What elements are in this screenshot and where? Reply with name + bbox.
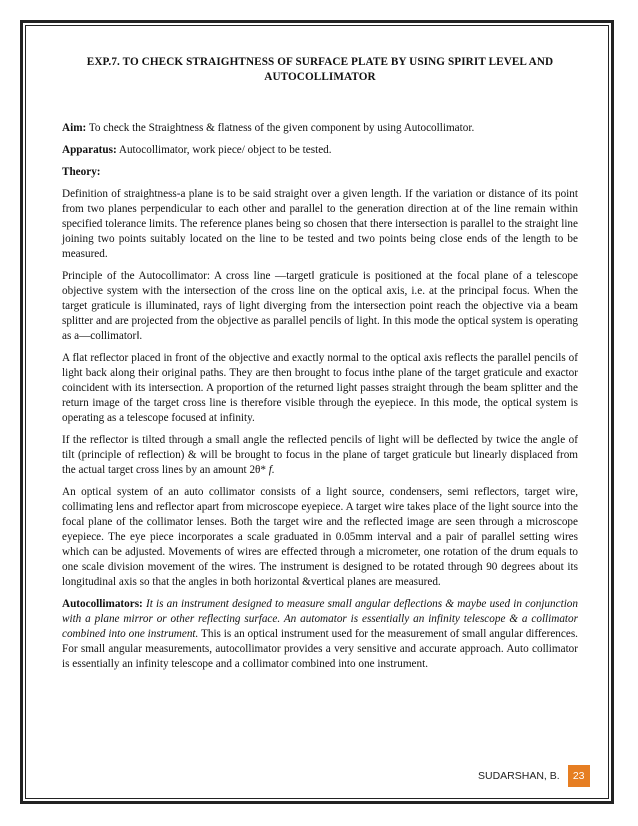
paragraph-principle: Principle of the Autocollimator: A cross line ―target‖ graticule is positioned at the focal plane of a telescope objective system with the intersection of the cross line on the optical axis, i.e. at the principal focus. When the target graticule is illuminated, rays of light diverging from the intersection point reach the objective via a beam splitter and are projected from the objective as parallel pencils of light. In this mode the optical system is operating as a―collimator‖. <box>62 270 578 342</box>
aim-label: Aim: <box>62 122 87 134</box>
apparatus-label: Apparatus: <box>62 144 117 156</box>
aim-text: To check the Straightness & flatness of the given component by using Autocollimator. <box>86 122 475 134</box>
autocollimators-italic: It is an instrument designed to measure small angular deflections & maybe used in conjunction with a plane mirror or other reflecting surface. An automator is essentially an infinity telescope & a collimator combined into one instrument. <box>62 598 578 640</box>
theory-label: Theory: <box>62 166 101 178</box>
page-title: EXP.7. TO CHECK STRAIGHTNESS OF SURFACE PLATE BY USING SPIRIT LEVEL AND AUTOCOLLIMATOR <box>86 56 554 83</box>
autocollimators-text: This is an optical instrument used for the measurement of small angular differences. For small angular measurements, autocollimator provides a very sensitive and accurate approach. Auto collimator is essentially an infinity telescope and a collimator combined into one instrument. <box>62 628 578 670</box>
aim-paragraph <box>62 121 578 136</box>
page-footer <box>478 765 590 787</box>
tilt-italic: f. <box>268 464 275 476</box>
autocollimators-label: Autocollimators: <box>62 598 143 610</box>
page-number-badge: 23 <box>568 765 590 787</box>
footer-author: SUDARSHAN, B. <box>478 770 560 782</box>
paragraph-tilt <box>62 433 578 478</box>
apparatus-paragraph <box>62 143 578 158</box>
document-body <box>62 55 578 679</box>
autocollimators-paragraph <box>62 597 578 672</box>
theory-heading <box>62 165 578 180</box>
paragraph-flat-reflector: A flat reflector placed in front of the objective and exactly normal to the optical axis reflects the parallel pencils of light back along their original paths. They are then brought to focus inthe plane of the target graticule and exactor coincident with its intersection. A proportion of the returned light passes straight through the beam splitter and the return image of the target cross line is therefore visible through the eyepiece. In this mode, the optical system is operating as a telescope focused at infinity. <box>62 352 578 424</box>
tilt-text: If the reflector is tilted through a small angle the reflected pencils of light will be deflected by twice the angle of tilt (principle of reflection) & will be brought to focus in the plane of target graticule but linearly displaced from the actual target cross lines by an amount 2θ* <box>62 434 578 476</box>
paragraph-straightness: Definition of straightness-a plane is to be said straight over a given length. If the variation or distance of its point from two planes perpendicular to each other and parallel to the generation direction at of the line remain within specified tolerance limits. The reference planes being so chosen that there intersection is parallel to the straight line joining two points suitably located on the line to be tested and two points being close ends of the length to be measured. <box>62 188 578 260</box>
apparatus-text: Autocollimator, work piece/ object to be tested. <box>116 144 332 156</box>
paragraph-optical-system: An optical system of an auto collimator consists of a light source, condensers, semi reflectors, target wire, collimating lens and reflector apart from microscope eyepiece. A target wire takes place of the light source into the focal plane of the collimator lenses. Both the target wire and the reflected image are seen through a microscope eyepiece. The eye piece incorporates a scale graduated in 0.05mm interval and a pair of parallel setting wires which can be adjusted. Movements of wires are effected through a micrometer, one rotation of the drum equals to one scale division movement of the wires. The instrument is designed to be rotated through 90 degrees about its longitudinal axis so that the angles in both horizontal &vertical planes are measured. <box>62 486 578 588</box>
